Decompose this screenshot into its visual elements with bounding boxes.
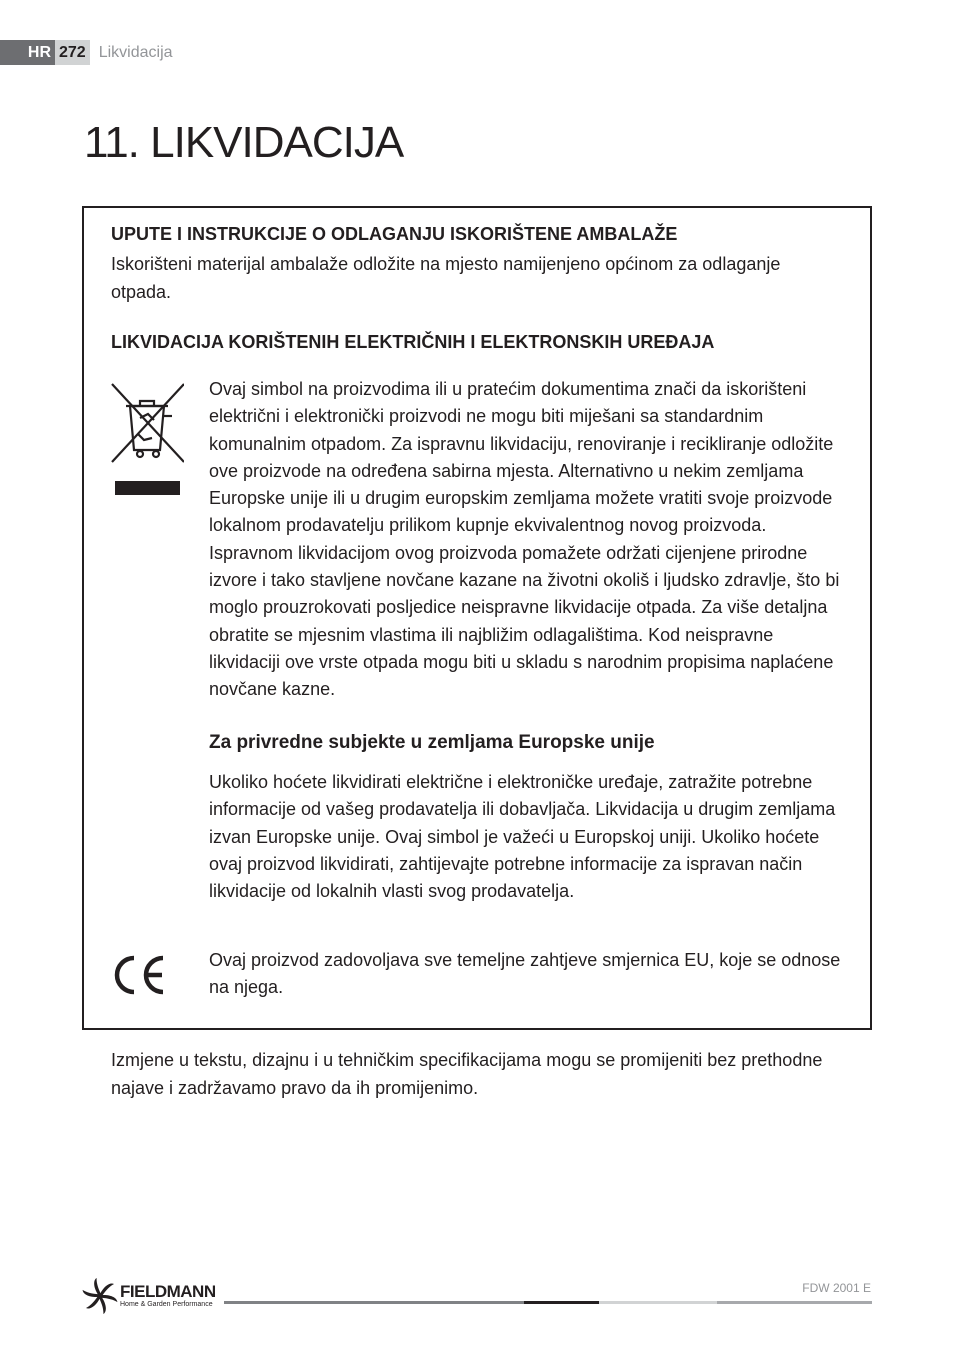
footer-line-gray	[224, 1301, 524, 1304]
packaging-text: Iskorišteni materijal ambalaže odložite na mjesto namijenjeno općinom za odlaganje otpada.	[111, 254, 781, 302]
model-number: FDW 2001 E	[802, 1281, 871, 1295]
language-tab: HR	[0, 40, 55, 65]
page-number: 272	[55, 40, 90, 65]
business-heading: Za privredne subjekte u zemljama Europske unije	[209, 732, 655, 753]
brand-name: FIELDMANN	[120, 1282, 216, 1301]
weee-heading: LIKVIDACIJA KORIŠTENIH ELEKTRIČNIH I ELEKTRONSKIH UREĐAJA	[111, 332, 715, 352]
ce-mark-icon	[110, 954, 168, 996]
crossed-out-wheelie-bin-icon	[110, 382, 184, 496]
footer-line-black	[524, 1301, 599, 1304]
footer-line-light	[599, 1301, 717, 1304]
section-name: Likvidacija	[98, 43, 173, 61]
weee-text: Ovaj simbol na proizvodima ili u pratećim dokumentima znači da iskorišteni električni i elektronički proizvodi ne mogu biti miješani sa standardnim komunalnim otpadom. Za ispravnu likvidaciju, renoviranje i recikliranje odložite ove proizvode na određena sabirna mjesta. Alternativno u nekim zemljama Europske unije ili u drugim europskim zemljama možete vratiti svoje proizvode lokalnom prodavatelju prilikom kupnje ekvivalentnog novog proizvoda. Ispravnom likvidacijom ovog proizvoda pomažete održati cijenjene prirodne izvore i tako stavljene novčane kazane na životni okoliš i ljudsko zdravlje, što bi moglo prouzrokovati posljedice neispravne likvidacije otpada. Za više detaljna obratite se mjesnim vlastima ili najbližim odlagalištima. Kod neispravne likvidaciji ove vrste otpada mogu biti u skladu s narodnim propisima naplaćene novčane kazne.	[209, 379, 840, 700]
brand-tagline: Home & Garden Performance	[120, 1301, 213, 1308]
footer-line-mid	[717, 1301, 872, 1304]
disclaimer-note: Izmjene u tekstu, dizajnu i u tehničkim specifikacijama mogu se promijeniti bez prethodne najave i zadržavamo pravo da ih promijenimo.	[111, 1050, 823, 1098]
disposal-info-box	[82, 206, 872, 1030]
ce-text: Ovaj proizvod zadovoljava sve temeljne zahtjeve smjernica EU, koje se odnose na njega.	[209, 950, 841, 998]
page-header	[0, 40, 173, 65]
page-title: 11. LIKVIDACIJA	[84, 118, 404, 167]
packaging-heading: UPUTE I INSTRUKCIJE O ODLAGANJU ISKORIŠTENE AMBALAŽE	[111, 224, 678, 244]
brand-logo	[82, 1278, 227, 1314]
business-text: Ukoliko hoćete likvidirati električne i elektroničke uređaje, zatražite potrebne informacije od vašeg prodavatelja ili dobavljača. Likvidacija u drugim zemljama izvan Europske unije. Ovaj simbol je važeći u Europskoj uniji. Ukoliko hoćete ovaj proizvod likvidirati, zahtijevajte potrebne informacije za ispravan način likvidacije od lokalnih vlasti svog prodavatelja.	[209, 772, 836, 902]
fan-logo-icon	[82, 1278, 118, 1314]
